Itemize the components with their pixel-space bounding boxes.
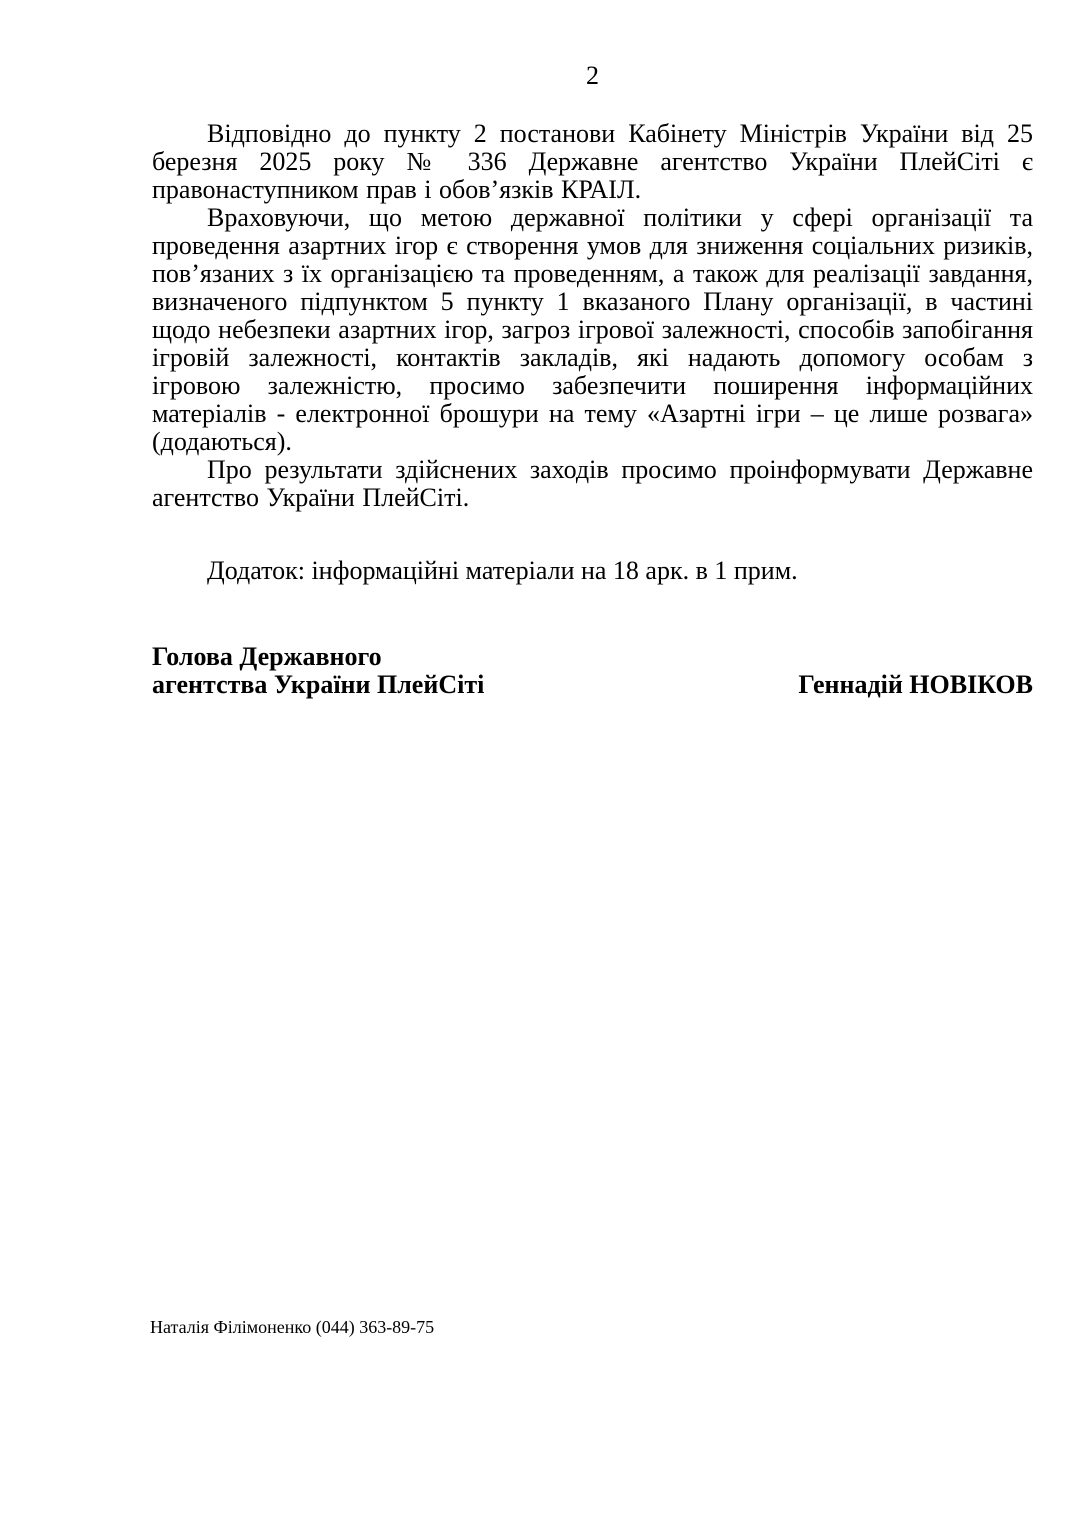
page-number: 2 (586, 61, 599, 90)
signer-position (152, 643, 484, 699)
document-content (152, 62, 1033, 699)
footer-contact: Наталія Філімоненко (044) 363-89-75 (150, 1317, 435, 1337)
signer-position-line2: агентства України ПлейСіті (152, 670, 485, 699)
signature-block (152, 643, 1033, 699)
paragraph-report-request: Про результати здійснених заходів просимо проінформувати Державне агентство України ПлейСіті. (152, 455, 1033, 512)
paragraph-legal-basis: Відповідно до пункту 2 постанови Кабінету Міністрів України від 25 березня 2025 року № 336 Державне агентство України ПлейСіті є правонаступником прав і обов’язків КРАІЛ. (152, 119, 1033, 204)
signer-position-line1: Голова Державного (152, 642, 382, 671)
paragraph-policy-request: Враховуючи, що метою державної політики у сфері організації та проведення азартних ігор є створення умов для зниження соціальних ризиків, пов’язаних з їх організацією та проведенням, а також для реалізації завдання, визначеного підпунктом 5 пункту 1 вказаного Плану організації, в частині щодо небезпеки азартних ігор, загроз ігрової залежності, способів запобігання ігровій залежності, контактів закладів, які надають допомогу особам з ігровою залежністю, просимо забезпечити поширення інформаційних матеріалів - електронної брошури на тему «Азартні ігри – це лише розвага» (додаються). (152, 203, 1033, 456)
signer-name: Геннадій НОВІКОВ (798, 670, 1033, 699)
attachment-note: Додаток: інформаційні матеріали на 18 арк. в 1 прим. (207, 556, 798, 585)
